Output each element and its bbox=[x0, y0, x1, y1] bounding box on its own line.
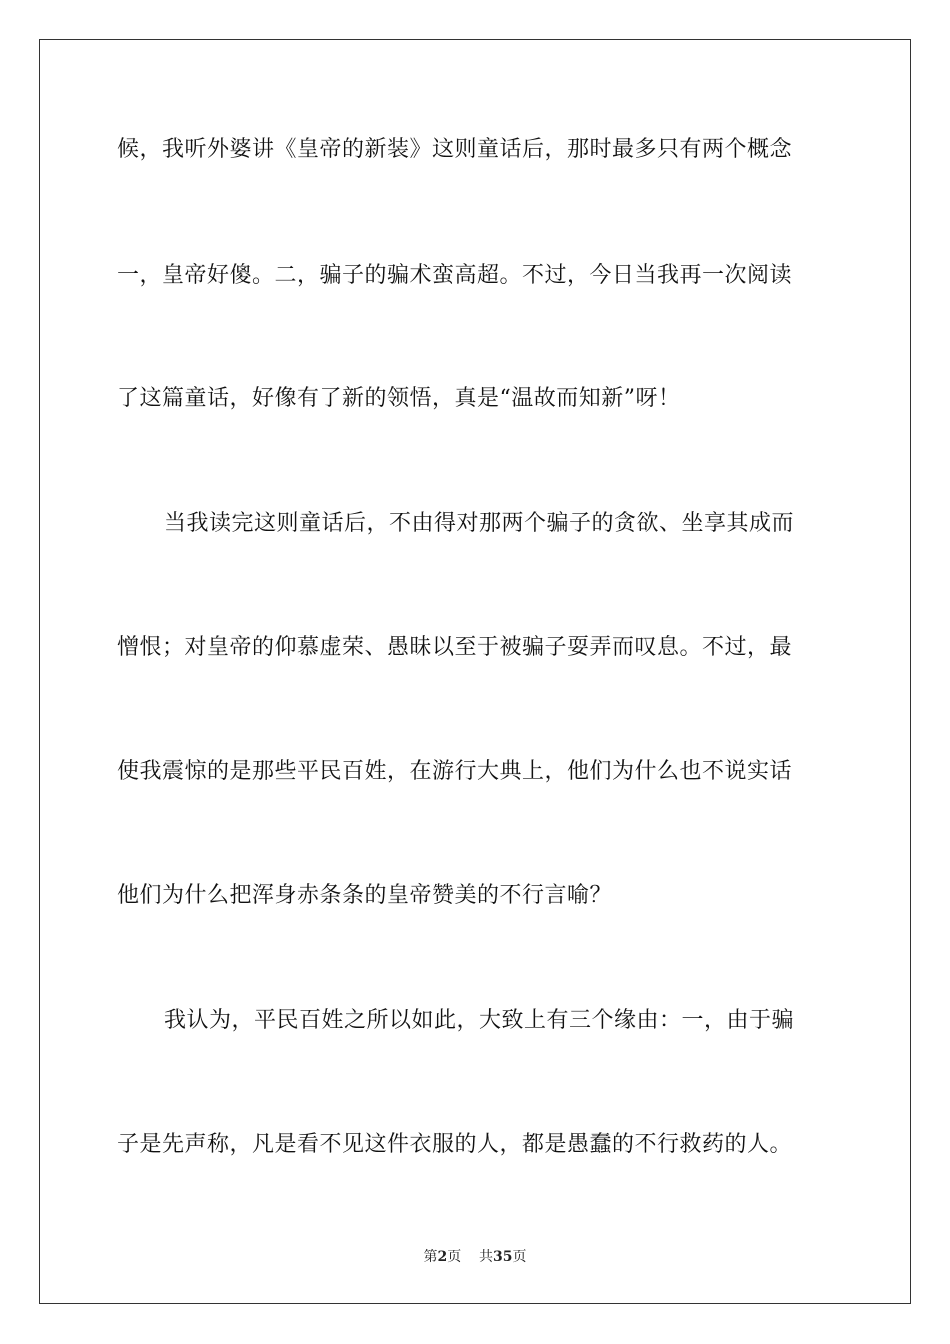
paragraph-line-8: 我认为，平民百姓之所以如此，大致上有三个缘由：一，由于骗 bbox=[164, 1008, 795, 1033]
page-number-total: 35 bbox=[493, 1249, 513, 1265]
paragraph-line-5: 憎恨；对皇帝的仰慕虚荣、愚昧以至于被骗子耍弄而叹息。不过，最 bbox=[117, 635, 793, 660]
paragraph-line-6: 使我震惊的是那些平民百姓，在游行大典上，他们为什么也不说实话 bbox=[117, 759, 793, 784]
paragraph-line-3: 了这篇童话，好像有了新的领悟，真是“温故而知新”呀！ bbox=[117, 386, 681, 411]
paragraph-line-7: 他们为什么把浑身赤条条的皇帝赞美的不行言喻？ bbox=[117, 883, 613, 908]
paragraph-line-1: 候，我听外婆讲《皇帝的新装》这则童话后，那时最多只有两个概念 bbox=[117, 137, 793, 162]
page-total-suffix: 页 bbox=[512, 1249, 527, 1265]
page-total-prefix: 共 bbox=[479, 1249, 494, 1265]
page-border bbox=[39, 39, 911, 1304]
page-number-current: 2 bbox=[437, 1249, 448, 1265]
page-number-prefix: 第 bbox=[423, 1249, 438, 1265]
paragraph-line-2: 一，皇帝好傻。二，骗子的骗术蛮高超。不过，今日当我再一次阅读 bbox=[117, 263, 793, 288]
page-footer bbox=[0, 1247, 950, 1267]
paragraph-line-4: 当我读完这则童话后，不由得对那两个骗子的贪欲、坐享其成而 bbox=[164, 511, 795, 536]
page-number-suffix: 页 bbox=[447, 1249, 462, 1265]
paragraph-line-9: 子是先声称，凡是看不见这件衣服的人，都是愚蠢的不行救药的人。 bbox=[117, 1132, 793, 1157]
